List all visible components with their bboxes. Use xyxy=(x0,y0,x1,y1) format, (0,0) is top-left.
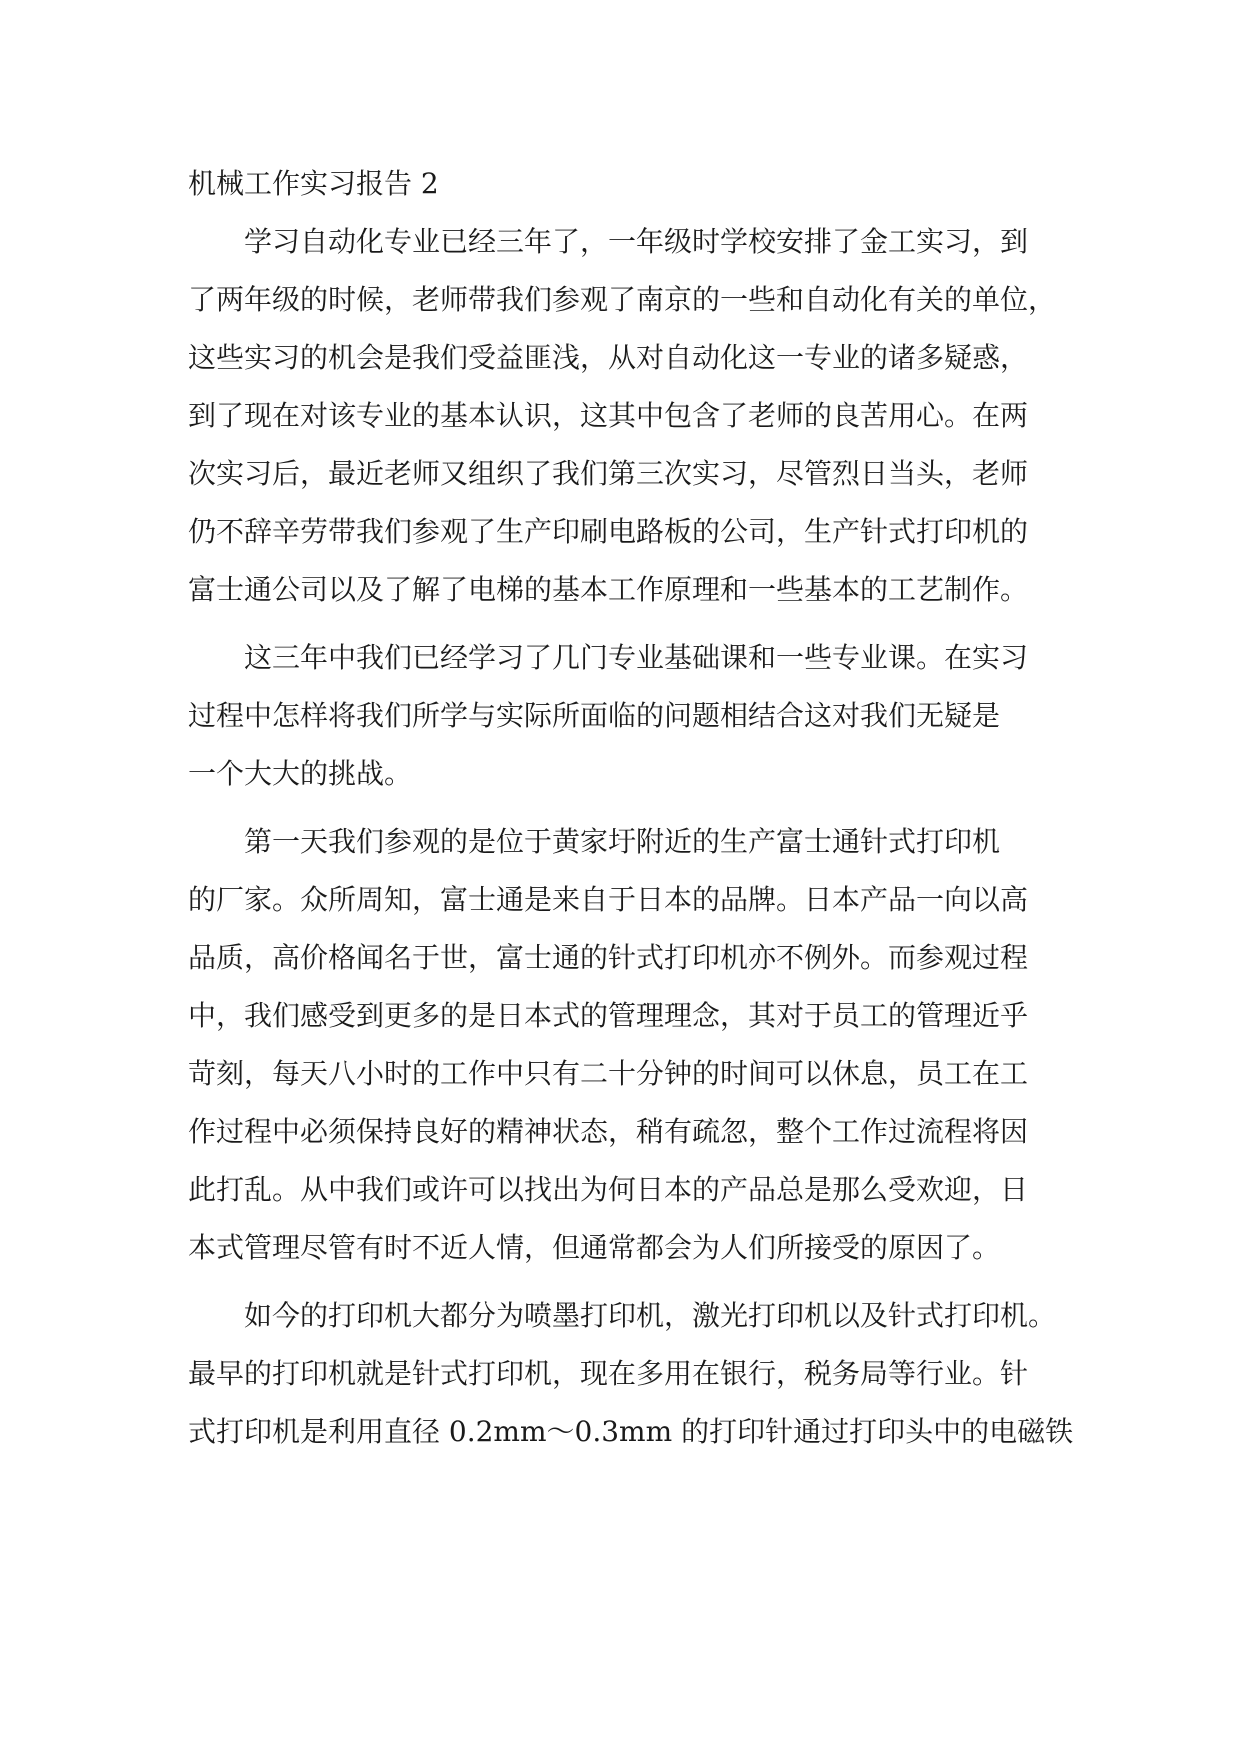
text-line: 第一天我们参观的是位于黄家圩附近的生产富士通针式打印机 xyxy=(188,825,1001,858)
text-line: 此打乱。从中我们或许可以找出为何日本的产品总是那么受欢迎，日 xyxy=(188,1173,1029,1206)
text-line: 次实习后，最近老师又组织了我们第三次实习，尽管烈日当头，老师 xyxy=(188,457,1029,490)
text-line: 如今的打印机大都分为喷墨打印机，激光打印机以及针式打印机。 xyxy=(188,1299,1057,1332)
document-title: 机械工作实习报告 2 xyxy=(188,167,439,200)
text-line: 本式管理尽管有时不近人情，但通常都会为人们所接受的原因了。 xyxy=(188,1231,1001,1264)
text-line: 的厂家。众所周知，富士通是来自于日本的品牌。日本产品一向以高 xyxy=(188,883,1029,916)
text-line: 式打印机是利用直径 0.2mm～0.3mm 的打印针通过打印头中的电磁铁 xyxy=(188,1415,1074,1448)
text-line: 这些实习的机会是我们受益匪浅，从对自动化这一专业的诸多疑惑， xyxy=(188,341,1029,374)
text-line: 品质，高价格闻名于世，富士通的针式打印机亦不例外。而参观过程 xyxy=(188,941,1029,974)
text-line: 最早的打印机就是针式打印机，现在多用在银行，税务局等行业。针 xyxy=(188,1357,1029,1390)
text-line: 了两年级的时候，老师带我们参观了南京的一些和自动化有关的单位， xyxy=(188,283,1057,316)
text-line: 中，我们感受到更多的是日本式的管理理念，其对于员工的管理近乎 xyxy=(188,999,1029,1032)
text-line: 富士通公司以及了解了电梯的基本工作原理和一些基本的工艺制作。 xyxy=(188,573,1029,606)
text-line: 到了现在对该专业的基本认识，这其中包含了老师的良苦用心。在两 xyxy=(188,399,1029,432)
text-line: 过程中怎样将我们所学与实际所面临的问题相结合这对我们无疑是 xyxy=(188,699,1001,732)
text-line: 学习自动化专业已经三年了，一年级时学校安排了金工实习，到 xyxy=(188,225,1029,258)
text-line: 仍不辞辛劳带我们参观了生产印刷电路板的公司，生产针式打印机的 xyxy=(188,515,1029,548)
text-line: 作过程中必须保持良好的精神状态，稍有疏忽，整个工作过流程将因 xyxy=(188,1115,1029,1148)
text-line: 一个大大的挑战。 xyxy=(188,757,413,790)
text-line: 这三年中我们已经学习了几门专业基础课和一些专业课。在实习 xyxy=(188,641,1029,674)
text-line: 苛刻，每天八小时的工作中只有二十分钟的时间可以休息，员工在工 xyxy=(188,1057,1029,1090)
